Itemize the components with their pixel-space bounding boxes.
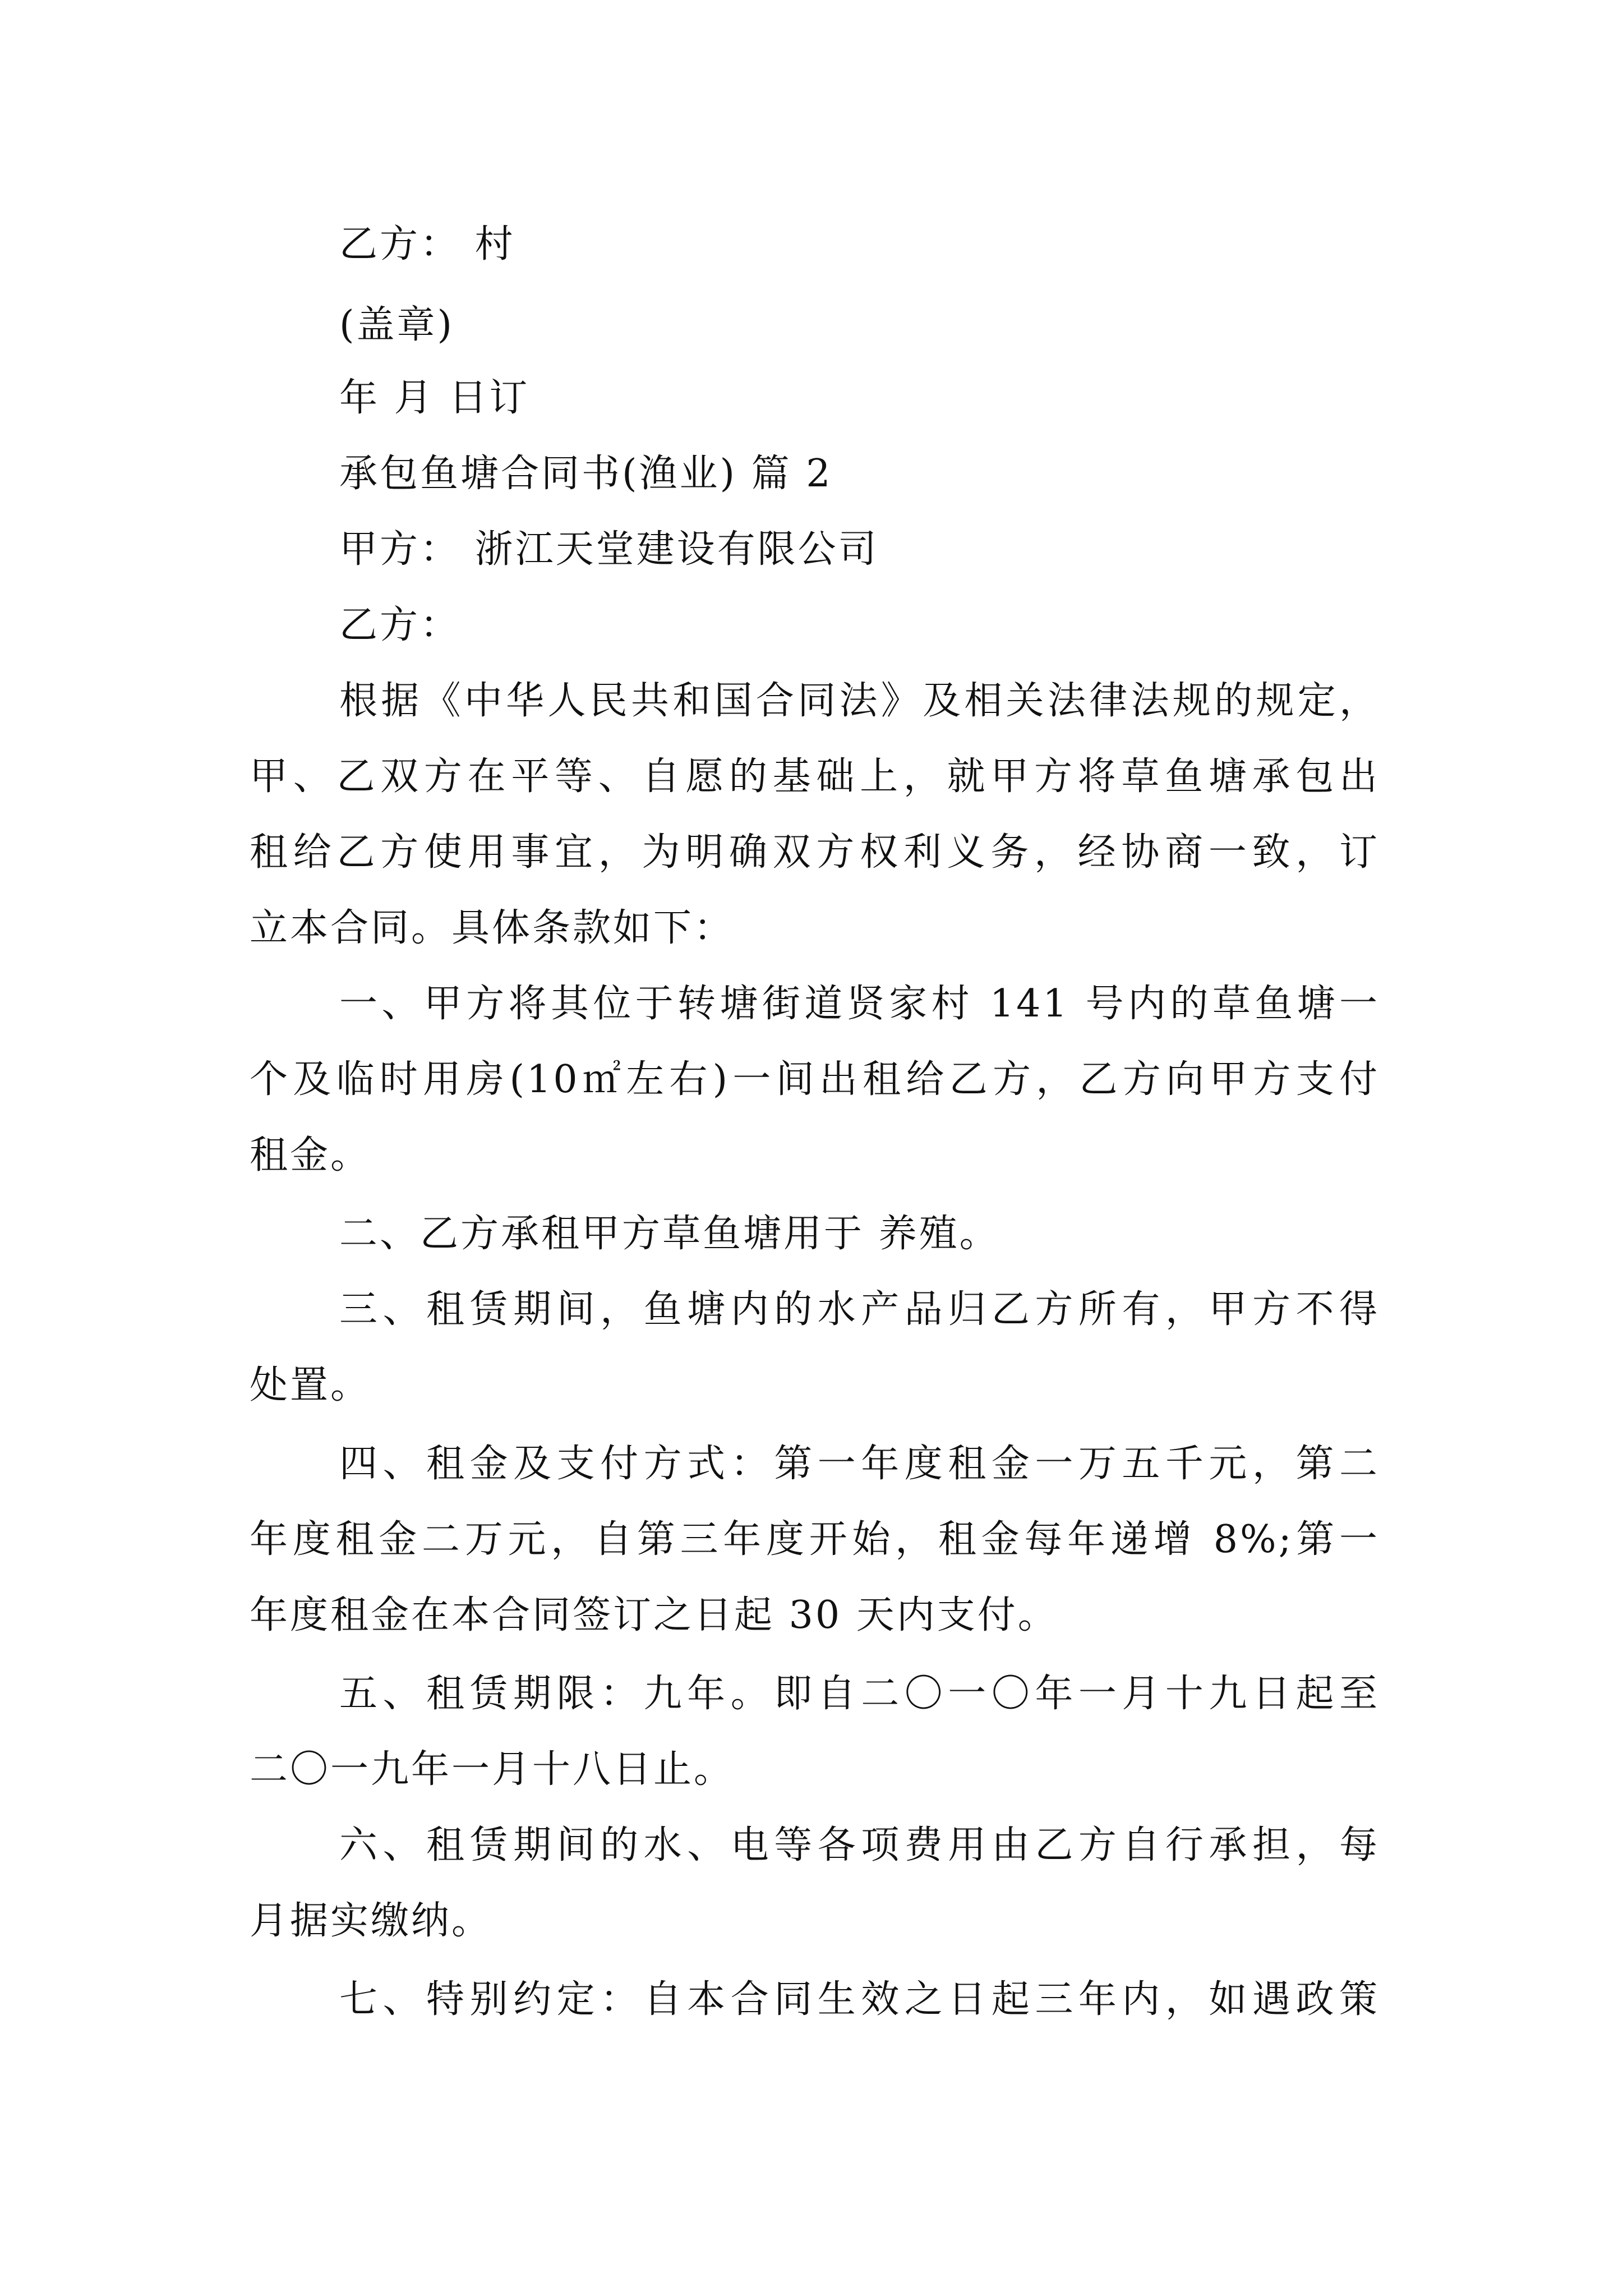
paragraph-1-line-3: 租给乙方使用事宜，为明确双方权利义务，经协商一致，订 bbox=[250, 830, 1380, 875]
paragraph-5-line-1: 四、租金及支付方式：第一年度租金一万五千元，第二 bbox=[339, 1442, 1380, 1486]
paragraph-1-line-1: 根据《中华人民共和国合同法》及相关法律法规的规定， bbox=[339, 679, 1380, 723]
paragraph-2-line-3: 租金。 bbox=[250, 1133, 371, 1177]
paragraph-1-line-4: 立本合同。具体条款如下： bbox=[250, 906, 735, 950]
paragraph-5-line-3: 年度租金在本合同签订之日起 30 天内支付。 bbox=[250, 1593, 1058, 1637]
paragraph-1-line-2: 甲、乙双方在平等、自愿的基础上，就甲方将草鱼塘承包出 bbox=[250, 754, 1380, 799]
paragraph-7-line-1: 六、租赁期间的水、电等各项费用由乙方自行承担，每 bbox=[339, 1823, 1380, 1867]
paragraph-4-line-1: 三、租赁期间，鱼塘内的水产品归乙方所有，甲方不得 bbox=[339, 1287, 1380, 1332]
paragraph-2-line-2: 个及临时用房(10㎡左右)一间出租给乙方，乙方向甲方支付 bbox=[250, 1057, 1380, 1102]
party-a-line: 甲方： 浙江天堂建设有限公司 bbox=[339, 527, 879, 572]
date-line: 年 月 日订 bbox=[339, 376, 530, 420]
paragraph-8-line-1: 七、特别约定：自本合同生效之日起三年内，如遇政策 bbox=[339, 1977, 1380, 2022]
party-b-line: 乙方： bbox=[339, 603, 461, 647]
paragraph-4-line-2: 处置。 bbox=[250, 1363, 371, 1407]
paragraph-5-line-2: 年度租金二万元，自第三年度开始，租金每年递增 8%;第一 bbox=[250, 1517, 1380, 1562]
section-title: 承包鱼塘合同书(渔业) 篇 2 bbox=[339, 452, 833, 496]
seal-line: (盖章) bbox=[339, 303, 455, 347]
paragraph-2-line-1: 一、甲方将其位于转塘街道贤家村 141 号内的草鱼塘一 bbox=[339, 982, 1380, 1026]
paragraph-6-line-2: 二〇一九年一月十八日止。 bbox=[250, 1747, 735, 1792]
party-b-signature-line: 乙方： 村 bbox=[339, 222, 515, 266]
paragraph-7-line-2: 月据实缴纳。 bbox=[250, 1899, 492, 1943]
paragraph-6-line-1: 五、租赁期限：九年。即自二〇一〇年一月十九日起至 bbox=[339, 1672, 1380, 1716]
paragraph-3-line-1: 二、乙方承租甲方草鱼塘用于 养殖。 bbox=[339, 1212, 1000, 1256]
